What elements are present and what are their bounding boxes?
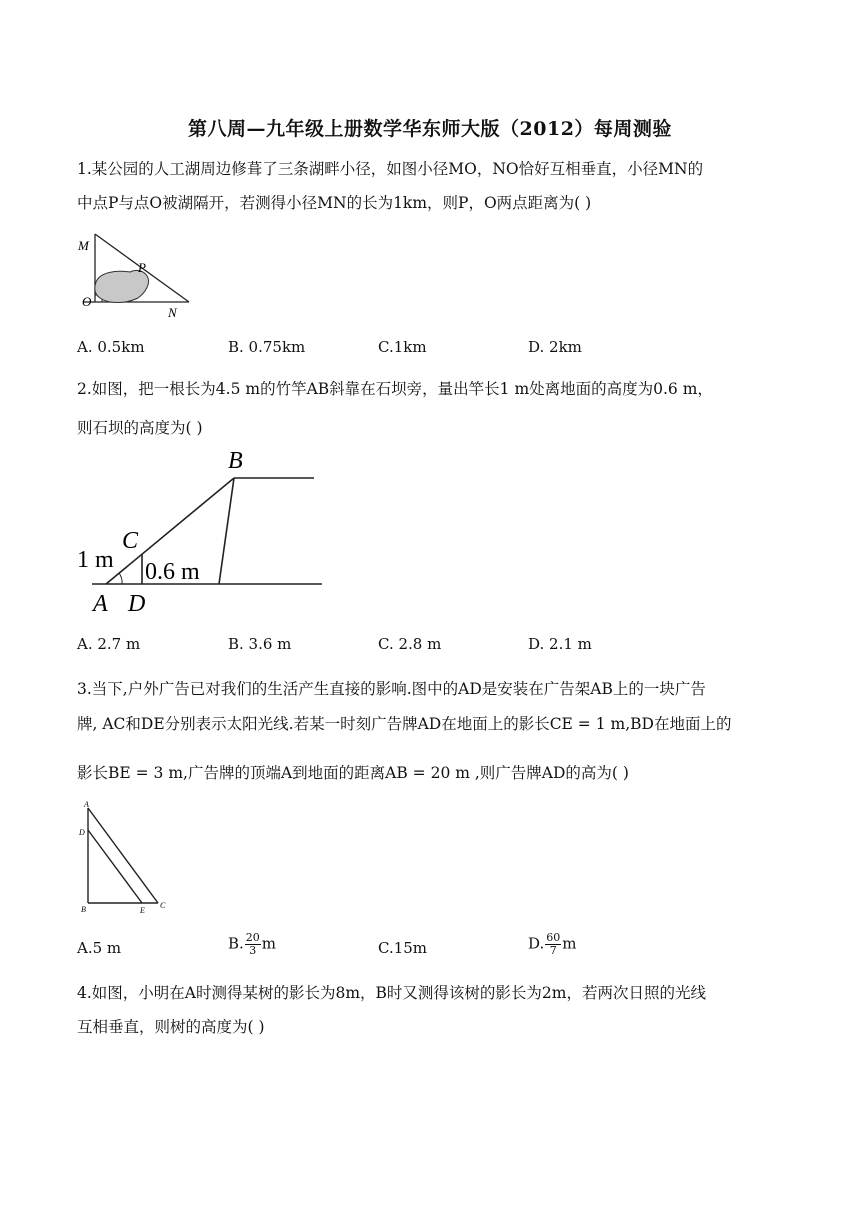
q3-label-C: C bbox=[160, 901, 166, 910]
q3-option-b-prefix: B. bbox=[228, 934, 244, 953]
q4-text-line1: 4.如图，小明在A时测得某树的影长为8m，B时又测得该树的影长为2m，若两次日照的光线 bbox=[77, 984, 706, 1002]
q3-option-d-denominator: 7 bbox=[549, 944, 557, 957]
q3-text-line3: 影长BE = 3 m,广告牌的顶端A到地面的距离AB = 20 m ,则广告牌AD的高为( ) bbox=[77, 764, 629, 782]
q3-text-line1: 3.当下,户外广告已对我们的生活产生直接的影响.图中的AD是安装在广告架AB上的一块广告 bbox=[77, 680, 706, 698]
q1-text-line1: 1.某公园的人工湖周边修葺了三条湖畔小径，如图小径MO，NO恰好互相垂直，小径MN的 bbox=[77, 160, 704, 178]
q3-label-B: B bbox=[81, 905, 86, 914]
q1-label-N: N bbox=[168, 305, 177, 320]
q3-figure bbox=[76, 798, 176, 918]
q2-option-b: B. 3.6 m bbox=[228, 635, 292, 653]
q1-label-P: P bbox=[138, 260, 146, 275]
q1-option-b: B. 0.75km bbox=[228, 338, 306, 356]
q2-option-d: D. 2.1 m bbox=[528, 635, 592, 653]
q3-option-d-numerator: 60 bbox=[546, 931, 561, 944]
q3-label-A: A bbox=[84, 800, 89, 809]
q3-option-b-fraction bbox=[245, 932, 261, 957]
q1-figure bbox=[76, 226, 206, 321]
q1-option-a: A. 0.5km bbox=[77, 338, 145, 356]
q3-option-b-numerator: 20 bbox=[245, 931, 260, 944]
q3-text-line2: 牌, AC和DE分别表示太阳光线.若某一时刻广告牌AD在地面上的影长CE = 1 m,BD在地面上的 bbox=[77, 715, 732, 733]
q2-label-1m: 1 m bbox=[77, 547, 114, 573]
q1-option-c: C.1km bbox=[378, 338, 427, 356]
q3-option-b bbox=[228, 932, 276, 957]
q1-text-line2: 中点P与点O被湖隔开，若测得小径MN的长为1km，则P，O两点距离为( ) bbox=[77, 194, 592, 212]
q3-option-a: A.5 m bbox=[77, 939, 122, 957]
q2-option-a: A. 2.7 m bbox=[77, 635, 141, 653]
q2-label-A: A bbox=[93, 591, 108, 617]
q3-option-d bbox=[528, 932, 577, 957]
q2-figure bbox=[76, 440, 326, 618]
lake-shape bbox=[95, 270, 149, 302]
q2-text-line1: 2.如图，把一根长为4.5 m的竹竿AB斜靠在石坝旁，量出竿长1 m处离地面的高度为0.6 m， bbox=[77, 380, 713, 398]
q2-option-c: C. 2.8 m bbox=[378, 635, 442, 653]
q1-label-O: O bbox=[82, 294, 92, 309]
q4-text-line2: 互相垂直，则树的高度为( ) bbox=[77, 1018, 265, 1036]
q2-label-C: C bbox=[122, 528, 139, 554]
q1-option-d: D. 2km bbox=[528, 338, 582, 356]
q3-option-c: C.15m bbox=[378, 939, 428, 957]
q1-label-M: M bbox=[78, 238, 89, 253]
q3-label-D: D bbox=[79, 828, 85, 837]
q3-option-b-denominator: 3 bbox=[249, 944, 257, 957]
q3-option-d-fraction bbox=[545, 932, 561, 957]
q3-label-E: E bbox=[140, 906, 145, 915]
q3-option-d-prefix: D. bbox=[528, 934, 545, 953]
q2-text-line2: 则石坝的高度为( ) bbox=[77, 419, 203, 437]
q2-label-D: D bbox=[128, 591, 146, 617]
page-title: 第八周—九年级上册数学华东师大版（2012）每周测验 bbox=[188, 118, 672, 140]
q3-option-d-unit: m bbox=[562, 934, 577, 953]
q2-label-0.6m: 0.6 m bbox=[145, 559, 200, 585]
q2-label-B: B bbox=[228, 448, 243, 474]
q3-option-b-unit: m bbox=[261, 934, 277, 953]
